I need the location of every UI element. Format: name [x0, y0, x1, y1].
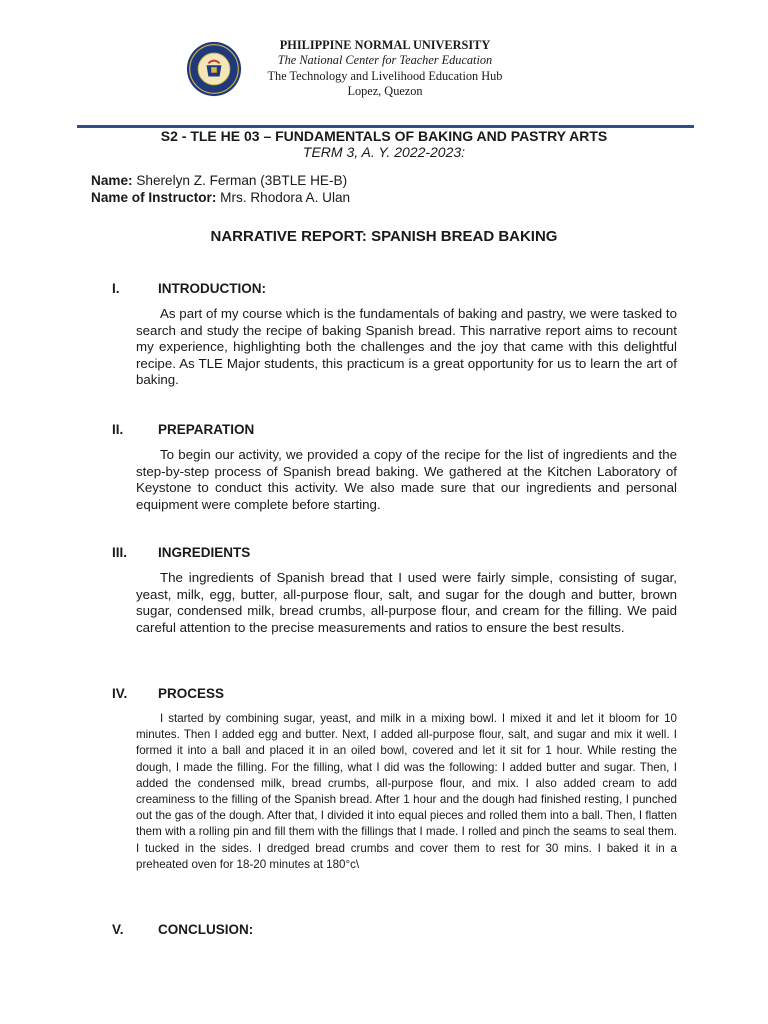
university-name: PHILIPPINE NORMAL UNIVERSITY [279, 38, 491, 52]
section-conclusion [112, 922, 677, 940]
section-heading [112, 422, 677, 440]
name-label: Name: [91, 173, 133, 188]
section-paragraph: I started by combining sugar, yeast, and milk in a mixing bowl. I mixed it and let it bloom for 10 minutes. Then I added egg and butter. Next, I added all-purpose flour, salt, and sugar and mix it well. I formed it into a ball and placed it in an oiled bowl, covered and let it sit for 1 hour. While resting the dough, I made the filling. For the filling, what I did was the following: I added butter and sugar. Then, I added the condensed milk, bread crumbs, all-purpose flour, and mix. I also added cream to add creaminess to the filling of the Spanish bread. After 1 hour and the dough had finished resting, I punched out the gas of the dough. After that, I divided it into equal pieces and rolled them into a ball. Then, I flatten them with a rolling pin and fill them with the fillings that I made. I rolled and pinch the seams to seal them. I tucked in the sides. I dredged bread crumbs and cover them to rest for 30 mins. I baked it in a preheated oven for 18-20 minutes at 180°c\ [136, 712, 677, 871]
name-line [91, 172, 350, 189]
section-ingredients [112, 545, 677, 636]
instructor-line [91, 189, 350, 206]
section-title: PREPARATION [158, 422, 255, 437]
university-tagline: The National Center for Teacher Education [277, 53, 493, 68]
section-title: INGREDIENTS [158, 545, 251, 560]
section-paragraph: As part of my course which is the fundamentals of baking and pastry, we were tasked to search and study the recipe of baking Spanish bread. This narrative report aims to recount my experience, highlighting both the challenges and the joy that came with this delightful recipe. As TLE Major students, this practicum is a great opportunity for us to learn the art of baking. [136, 306, 677, 388]
section-number: II. [112, 422, 124, 437]
hub-name: The Technology and Livelihood Education Hub [267, 68, 503, 83]
section-heading [112, 281, 677, 299]
section-paragraph: To begin our activity, we provided a copy of the recipe for the list of ingredients and the step-by-step process of Spanish bread baking. We gathered at the Kitchen Laboratory of Keystone to conduct this activity. We also made sure that our ingredients and personal equipment were complete before starting. [136, 447, 677, 512]
location: Lopez, Quezon [347, 83, 423, 98]
section-introduction [112, 281, 677, 389]
section-number: I. [112, 281, 120, 296]
student-info [91, 172, 350, 206]
section-number: III. [112, 545, 128, 560]
section-number: IV. [112, 686, 128, 701]
section-title: INTRODUCTION: [158, 281, 266, 296]
section-heading [112, 686, 677, 704]
name-value: Sherelyn Z. Ferman (3BTLE HE-B) [132, 173, 348, 188]
section-heading [112, 922, 677, 940]
report-title: NARRATIVE REPORT: SPANISH BREAD BAKING [210, 228, 558, 245]
instructor-value: Mrs. Rhodora A. Ulan [216, 190, 351, 205]
document-header [0, 36, 768, 106]
term: TERM 3, A. Y. 2022-2023: [302, 144, 466, 160]
section-heading [112, 545, 677, 563]
course-title: S2 - TLE HE 03 – FUNDAMENTALS OF BAKING AND PASTRY ARTS [160, 128, 608, 144]
section-title: PROCESS [158, 686, 225, 701]
instructor-label: Name of Instructor: [91, 190, 217, 205]
section-preparation [112, 422, 677, 513]
section-paragraph: The ingredients of Spanish bread that I used were fairly simple, consisting of sugar, yeast, milk, egg, butter, all-purpose flour, salt, and sugar for the dough and butter, brown sugar, condensed milk, bread crumbs, all-purpose flour, and cream for the filling. We paid careful attention to the precise measurements and ratios to ensure the best results. [136, 570, 677, 635]
section-number: V. [112, 922, 124, 937]
course-block [0, 128, 768, 160]
institution-block [230, 38, 540, 99]
section-process [112, 686, 677, 873]
section-title: CONCLUSION: [158, 922, 254, 937]
